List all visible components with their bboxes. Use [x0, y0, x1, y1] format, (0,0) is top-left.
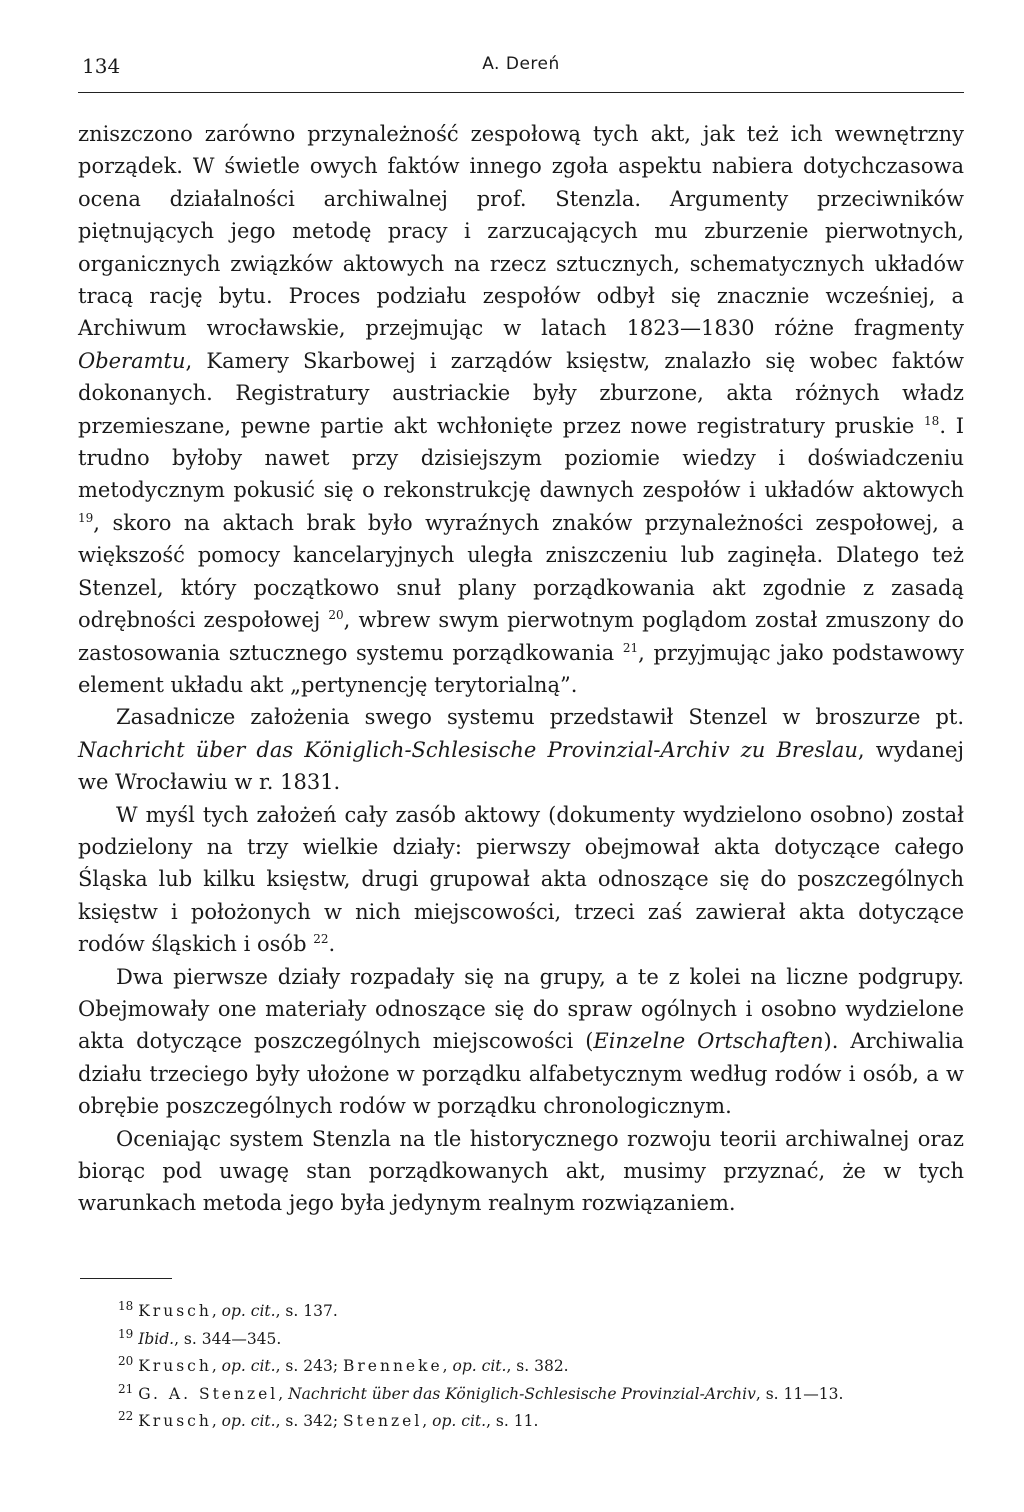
- page-header: [78, 52, 964, 93]
- running-head: A. Dereń: [482, 54, 560, 74]
- footnote-20: [80, 1353, 964, 1381]
- paragraph-2: [78, 701, 964, 798]
- text-run: ,: [211, 1302, 222, 1320]
- italic-term: Ibid.: [138, 1329, 175, 1348]
- text-run: .: [328, 932, 336, 957]
- footnote-number: 20: [118, 1353, 134, 1368]
- text-run: , s. 137.: [275, 1302, 338, 1320]
- text-run: , wydanej we Wrocławiu w r. 1831.: [78, 737, 964, 795]
- footnote-ref-19[interactable]: 19: [78, 510, 94, 525]
- paragraph-4: [78, 961, 964, 1123]
- italic-term: op. cit.: [221, 1302, 276, 1320]
- footnote-author: Krusch: [138, 1412, 212, 1430]
- paragraph-5: [78, 1123, 964, 1220]
- text-run: ,: [422, 1412, 433, 1430]
- footnote-number: 22: [118, 1408, 134, 1423]
- footnote-divider: [80, 1278, 172, 1279]
- text-run: , s. 342;: [275, 1412, 343, 1430]
- text-run: , wbrew swym pierwotnym poglądom został zmuszony do zastosowania sztucznego systemu porządkowania: [78, 608, 964, 665]
- text-run: W myśl tych założeń cały zasób aktowy (dokumenty wydzielono osobno) został podzielony na trzy wielkie działy: pierwszy obejmował akta dotyczące całego Śląska lub kilku księstw, drugi grupował akta odnoszące się do poszczególnych księstw i położonych w nich miejscowości, trzeci zaś zawierał akta dotyczące rodów śląskich i osób: [78, 802, 964, 957]
- italic-term: op. cit.: [221, 1412, 276, 1430]
- text-run: , s. 382.: [506, 1357, 569, 1375]
- text-run: , Kamery Skarbowej i zarządów księstw, znalazło się wobec faktów dokonanych. Registratury austriackie były zburzone, akta różnych władz przemieszane, pewne partie akt wchłonięte przez nowe registratury pruskie: [78, 348, 964, 438]
- footnote-21: [80, 1381, 964, 1409]
- text-run: Oceniając system Stenzla na tle historycznego rozwoju teorii archiwalnej oraz biorąc pod uwagę stan porządkowanych akt, musimy przyznać, że w tych warunkach metoda jego była jedynym realnym rozwiązaniem.: [78, 1126, 964, 1216]
- italic-term: Einzelne Ortschaften: [593, 1029, 824, 1054]
- text-run: Dwa pierwsze działy rozpadały się na grupy, a te z kolei na liczne podgrupy. Obejmowały one materiały odnoszące się do spraw ogólnych i osobno wydzielone akta dotyczące poszczególnych miejscowości (: [78, 964, 964, 1054]
- text-run: , skoro na aktach brak było wyraźnych znaków przynależności zespołowej, a większość pomocy kancelaryjnych uległa zniszczeniu lub zaginęła. Dlatego też Stenzel, który początkowo snuł plany porządkowania akt zgodnie z zasadą odrębności zespołowej: [78, 510, 964, 633]
- footnote-author: Krusch: [138, 1302, 212, 1320]
- footnote-number: 21: [118, 1381, 134, 1396]
- text-run: ,: [211, 1357, 222, 1375]
- footnote-ref-21[interactable]: 21: [622, 640, 639, 655]
- footnote-author: Krusch: [138, 1357, 212, 1375]
- text-run: , przyjmując jako podstawowy element układu akt „pertynencję terytorialną”.: [78, 640, 964, 697]
- text-run: , s. 243;: [275, 1357, 343, 1375]
- footnote-author: G. A. Stenzel: [138, 1384, 279, 1403]
- text-run: , s. 11.: [486, 1412, 539, 1430]
- italic-term: op. cit.: [452, 1357, 507, 1375]
- italic-term: op. cit.: [432, 1412, 487, 1430]
- footnotes: [80, 1298, 964, 1436]
- text-run: zniszczono zarówno przynależność zespołową tych akt, jak też ich wewnętrzny porządek. W świetle owych faktów innego zgoła aspektu nabiera dotychczasowa ocena działalności archiwalnej prof. Stenzla. Argumenty przeciwników piętnujących jego metodę pracy i zarzucających mu zburzenie pierwotnych, organicznych związków aktowych na rzecz sztucznych, schematycznych układów tracą rację bytu. Proces podziału zespołów odbył się znacznie wcześniej, a Archiwum wrocławskie, przejmując w latach 1823—1830 różne fragmenty: [78, 122, 964, 341]
- italic-term: op. cit.: [221, 1357, 276, 1375]
- italic-title: Nachricht über das Königlich-Schlesische Provinzial-Archiv: [288, 1384, 756, 1403]
- italic-term: Oberamtu: [78, 348, 186, 373]
- text-run: ). Archiwalia działu trzeciego były ułożone w porządku alfabetycznym według rodów i osób, a w obrębie poszczególnych rodów w porządku chronologicznym.: [78, 1029, 964, 1119]
- page-number: 134: [82, 54, 121, 78]
- text-run: , s. 11—13.: [755, 1384, 844, 1403]
- text-run: , s. 344—345.: [174, 1329, 282, 1348]
- italic-title: Nachricht über das Königlich-Schlesische Provinzial-Archiv zu Breslau: [78, 737, 858, 762]
- footnote-ref-18[interactable]: 18: [924, 413, 940, 428]
- text-run: ,: [278, 1384, 289, 1403]
- footnote-number: 18: [118, 1298, 134, 1313]
- paragraph-1: [78, 118, 964, 701]
- body-text: [78, 118, 964, 1220]
- text-run: Zasadnicze założenia swego systemu przedstawił Stenzel w broszurze pt.: [116, 705, 964, 730]
- footnote-author: Stenzel: [342, 1412, 423, 1430]
- text-run: ,: [211, 1412, 222, 1430]
- paragraph-3: [78, 799, 964, 961]
- text-run: . I trudno byłoby nawet przy dzisiejszym poziomie wiedzy i doświadczeniu metodycznym pokusić się o rekonstrukcję dawnych zespołów i układów aktowych: [78, 413, 964, 503]
- footnote-19: [80, 1326, 964, 1354]
- text-run: ,: [442, 1357, 453, 1375]
- footnote-ref-20[interactable]: 20: [328, 608, 344, 623]
- footnote-number: 19: [118, 1326, 134, 1341]
- footnote-author: Brenneke: [342, 1357, 443, 1375]
- footnote-22: [80, 1408, 964, 1436]
- footnote-ref-22[interactable]: 22: [313, 932, 329, 947]
- footnote-18: [80, 1298, 964, 1326]
